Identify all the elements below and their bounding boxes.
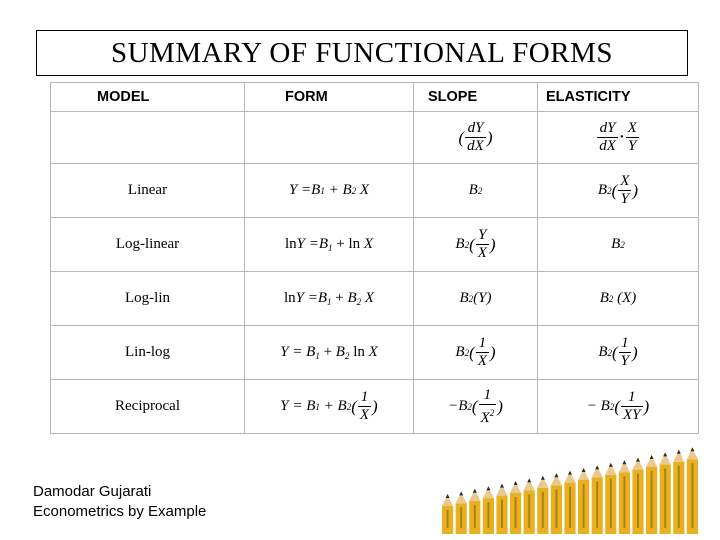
form-cell: Y =B 1 + B 2 X	[245, 164, 414, 218]
page-title: SUMMARY OF FUNCTIONAL FORMS	[36, 30, 688, 76]
pencil	[537, 476, 548, 534]
header-elasticity: ELASTICITY	[538, 83, 699, 112]
header-slope: SLOPE	[414, 83, 538, 112]
pencil	[496, 484, 507, 534]
header-form: FORM	[245, 83, 414, 112]
elasticity-cell: − B 2 ( $\frac{1}{XY}$ )	[538, 380, 699, 434]
pencil	[564, 471, 575, 534]
pencil	[619, 460, 630, 534]
model-cell: Linear	[51, 164, 245, 218]
author-name: Damodar Gujarati	[33, 483, 152, 500]
elasticity-cell: B 2 ( $\frac{1}{Y}$ )	[538, 326, 699, 380]
slope-cell: ( $\frac{dY}{dX}$ )	[414, 112, 538, 164]
pencil	[551, 473, 562, 534]
pencil	[483, 486, 494, 534]
model-cell	[51, 112, 245, 164]
slope-cell: B 2 ( $\frac{1}{X}$ )	[414, 326, 538, 380]
pencil	[469, 489, 480, 534]
elasticity-cell: B 2	[538, 218, 699, 272]
header-model: MODEL	[51, 83, 245, 112]
pencil	[510, 481, 521, 534]
slope-cell: B 2	[414, 164, 538, 218]
pencil	[660, 452, 671, 534]
table-header-row	[51, 83, 699, 112]
citation	[33, 482, 206, 522]
book-title: Econometrics by Example	[33, 503, 207, 520]
table-row	[51, 218, 699, 272]
form-cell: $Y = B_1$ + $B_2$ ln X	[245, 326, 414, 380]
elasticity-cell: $\frac{dY}{dX}$ · $\frac{X}{Y}$	[538, 112, 699, 164]
slope-cell: B 2 (Y)	[414, 272, 538, 326]
table-row	[51, 272, 699, 326]
pencil	[605, 463, 616, 534]
table-row	[51, 380, 699, 434]
model-cell: Lin-log	[51, 326, 245, 380]
slope-cell: B 2 ( $\frac{Y}{X}$ )	[414, 218, 538, 272]
elasticity-cell: B 2 ( $\frac{X}{Y}$ )	[538, 164, 699, 218]
pencils-icon	[438, 440, 700, 534]
table-row	[51, 112, 699, 164]
functional-forms-table	[50, 82, 699, 434]
form-cell: ln $Y =B_1$ + ln X	[245, 218, 414, 272]
pencil	[646, 455, 657, 534]
model-cell: Log-lin	[51, 272, 245, 326]
model-cell: Log-linear	[51, 218, 245, 272]
elasticity-cell: B 2 (X)	[538, 272, 699, 326]
pencil	[578, 468, 589, 534]
pencil	[687, 447, 698, 534]
pencil	[632, 458, 643, 534]
pencil	[592, 465, 603, 534]
table-row	[51, 164, 699, 218]
pencil	[442, 494, 453, 534]
pencil	[673, 450, 684, 534]
model-cell: Reciprocal	[51, 380, 245, 434]
form-cell: ln $Y =B_1$ + $B_2$ X	[245, 272, 414, 326]
pencil	[456, 491, 467, 534]
slope-cell: −B 2 ( $\frac{1}{X^2}$ )	[414, 380, 538, 434]
pencil	[524, 478, 535, 534]
form-cell: Y = B 1 + B 2 ( $\frac{1}{X}$ )	[245, 380, 414, 434]
form-cell	[245, 112, 414, 164]
table-row	[51, 326, 699, 380]
